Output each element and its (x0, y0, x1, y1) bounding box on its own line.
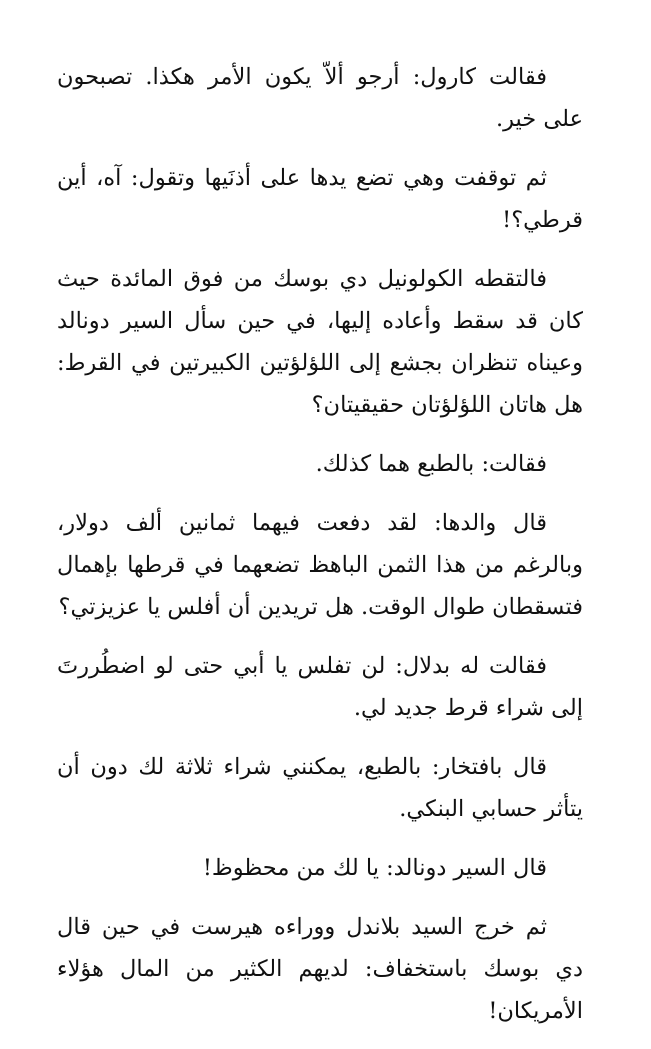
paragraph-4: فقالت: بالطبع هما كذلك. (315, 451, 547, 477)
paragraph-3: فالتقطه الكولونيل دي بوسك من فوق المائدة حيث كان قد سقط وأعاده إليها، في حين سأل السير دونالد وعيناه تنظران بجشع إلى اللؤلؤتين الكبيرتين في القرط: هل هاتان اللؤلؤتان حقيقيتان؟ (57, 266, 583, 418)
paragraph-6: فقالت له بدلال: لن تفلس يا أبي حتى لو اضطُررتَ إلى شراء قرط جديد لي. (57, 653, 583, 721)
paragraph-2: ثم توقفت وهي تضع يدها على أذنَيها وتقول: آه، أين قرطي؟! (57, 165, 583, 233)
paragraph-9: ثم خرج السيد بلاندل ووراءه هيرست في حين قال دي بوسك باستخفاف: لديهم الكثير من المال هؤلاء الأمريكان! (57, 914, 583, 1024)
paragraph-8: قال السير دونالد: يا لك من محظوظ! (202, 855, 547, 881)
paragraph-1: فقالت كارول: أرجو ألاّ يكون الأمر هكذا. تصبحون على خير. (57, 64, 583, 132)
paragraph-5: قال والدها: لقد دفعت فيهما ثمانين ألف دولار، وبالرغم من هذا الثمن الباهظ تضعهما في قرطها بإهمال فتسقطان طوال الوقت. هل تريدين أن أفلس يا عزيزتي؟ (57, 510, 583, 620)
paragraph-7: قال بافتخار: بالطبع، يمكنني شراء ثلاثة لك دون أن يتأثر حسابي البنكي. (57, 754, 583, 822)
page-text (57, 56, 583, 1049)
